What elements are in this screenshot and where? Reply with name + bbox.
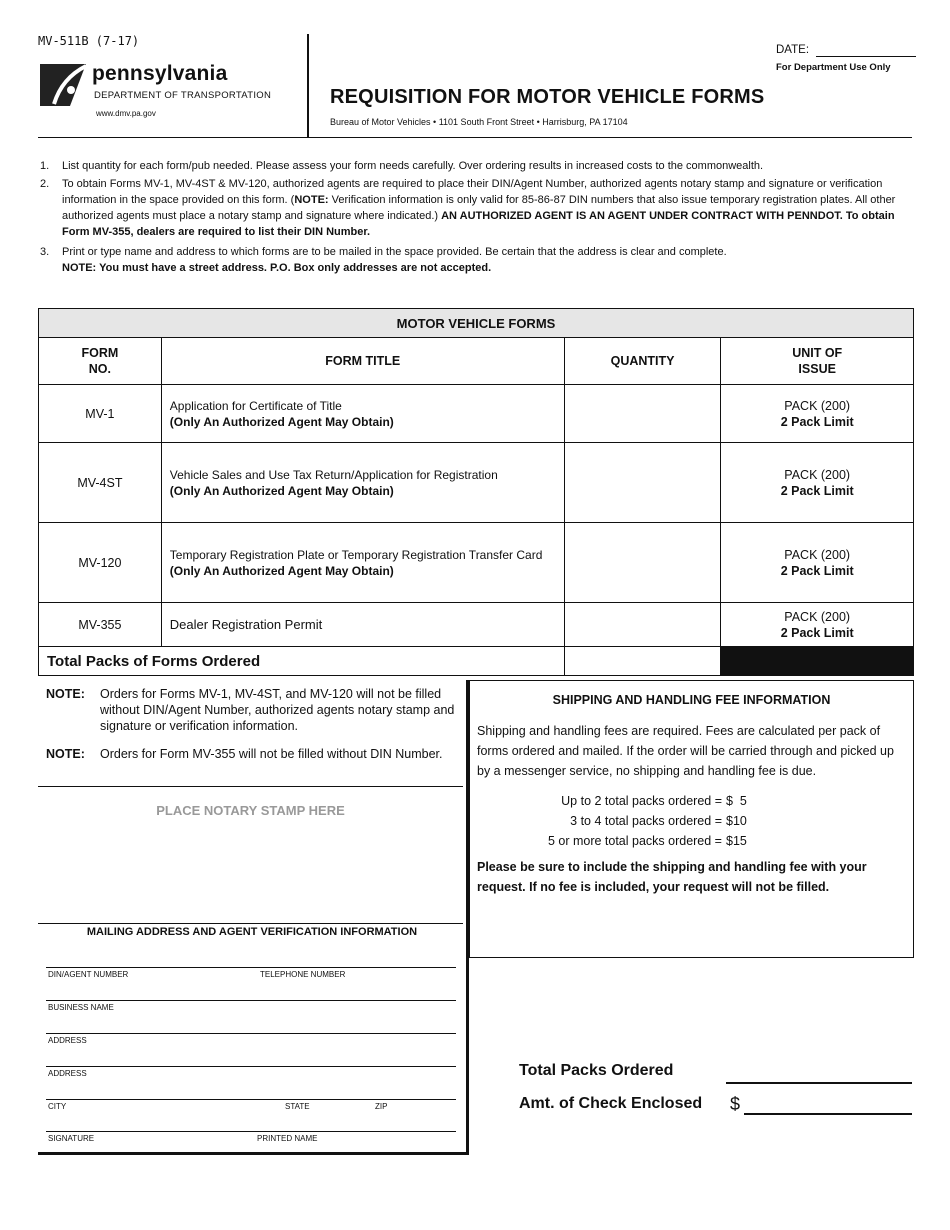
state-label: STATE bbox=[285, 1102, 310, 1111]
page-title: REQUISITION FOR MOTOR VEHICLE FORMS bbox=[330, 86, 765, 108]
form-no: MV-355 bbox=[39, 603, 162, 647]
signature-field-line[interactable] bbox=[46, 1131, 456, 1132]
form-title: Vehicle Sales and Use Tax Return/Application for Registration (Only An Authorized Agent May Obtain) bbox=[161, 443, 564, 523]
logo-url: www.dmv.pa.gov bbox=[96, 109, 156, 118]
shipping-warning: Please be sure to include the shipping and handling fee with your request. If no fee is included, your request will not be filled. bbox=[477, 860, 867, 894]
instruction-text: List quantity for each form/pub needed. Please assess your form needs carefully. Over ordering results in increased costs to the commonwealth. bbox=[62, 160, 764, 172]
note-text: Orders for Forms MV-1, MV-4ST, and MV-120 will not be filled without DIN/Agent Number, authorized agents notary stamp and signature or verification information. bbox=[100, 687, 455, 733]
instruction-2 bbox=[40, 176, 912, 240]
total-row bbox=[39, 647, 914, 676]
form-no: MV-4ST bbox=[39, 443, 162, 523]
table-row bbox=[39, 385, 914, 443]
address2-field-line[interactable] bbox=[46, 1066, 456, 1067]
instruction-number: 3. bbox=[40, 246, 50, 258]
note-label: NOTE: bbox=[46, 687, 85, 701]
form-title: Application for Certificate of Title (Only An Authorized Agent May Obtain) bbox=[161, 385, 564, 443]
fee-label: 5 or more total packs ordered = bbox=[547, 834, 722, 848]
city-field-line[interactable] bbox=[46, 1099, 456, 1100]
din-field-line[interactable] bbox=[46, 967, 456, 968]
note-text: Orders for Form MV-355 will not be filled without DIN Number. bbox=[100, 747, 443, 761]
table-row bbox=[39, 443, 914, 523]
form-title: Dealer Registration Permit bbox=[161, 603, 564, 647]
penndot-logo-icon bbox=[40, 60, 90, 108]
shipping-title: SHIPPING AND HANDLING FEE INFORMATION bbox=[552, 693, 831, 707]
table-row bbox=[39, 603, 914, 647]
din-label: DIN/AGENT NUMBER bbox=[48, 970, 129, 979]
unit-of-issue: PACK (200) 2 Pack Limit bbox=[721, 385, 914, 443]
zip-label: ZIP bbox=[375, 1102, 388, 1111]
quantity-input[interactable] bbox=[564, 385, 721, 443]
total-packs-input[interactable] bbox=[564, 647, 721, 676]
date-field[interactable] bbox=[816, 56, 916, 57]
col-form-title: FORM TITLE bbox=[161, 338, 564, 385]
instructions bbox=[40, 158, 912, 278]
total-packs-label: Total Packs of Forms Ordered bbox=[39, 647, 565, 676]
fee-row bbox=[470, 791, 913, 811]
blackout-cell bbox=[721, 647, 914, 676]
note-1 bbox=[46, 686, 458, 734]
instruction-note: NOTE: You must have a street address. P.O. Box only addresses are not accepted. bbox=[62, 262, 492, 274]
fee-schedule bbox=[470, 791, 913, 851]
business-field-line[interactable] bbox=[46, 1000, 456, 1001]
instruction-text: Verification information is only valid for 85-86-87 DIN numbers that also issue temporary registration plates. All other authorized agents must place a notary stamp and signature where indicated.) bbox=[62, 194, 896, 222]
fee-row bbox=[470, 811, 913, 831]
bureau-address: Bureau of Motor Vehicles • 1101 South Front Street • Harrisburg, PA 17104 bbox=[330, 117, 628, 127]
dollar-sign: $ bbox=[730, 1094, 741, 1114]
instruction-1 bbox=[40, 158, 912, 174]
header-rule bbox=[38, 137, 912, 138]
instruction-text: To obtain Forms MV-1, MV-4ST & MV-120, authorized agents are required to place their DIN/Agent Number, authorized agents notary stamp and signature or verification information in the space provided on this form. ( bbox=[62, 178, 883, 206]
table-title: MOTOR VEHICLE FORMS bbox=[39, 309, 914, 338]
fee-value: $15 bbox=[726, 834, 747, 848]
fee-value: $10 bbox=[726, 814, 747, 828]
quantity-input[interactable] bbox=[564, 603, 721, 647]
logo-state-name: pennsylvania bbox=[92, 62, 228, 85]
unit-of-issue: PACK (200) 2 Pack Limit bbox=[721, 603, 914, 647]
department-use-note: For Department Use Only bbox=[776, 62, 891, 73]
shipping-fee-box bbox=[469, 680, 914, 958]
business-label: BUSINESS NAME bbox=[48, 1003, 114, 1012]
instruction-number: 1. bbox=[40, 160, 50, 172]
date-label: DATE: bbox=[776, 44, 810, 56]
form-no: MV-120 bbox=[39, 523, 162, 603]
notary-stamp-area[interactable] bbox=[38, 786, 463, 924]
instruction-3 bbox=[40, 244, 912, 276]
table-header-row bbox=[39, 338, 914, 385]
fee-label: 3 to 4 total packs ordered = bbox=[570, 814, 722, 828]
col-quantity: QUANTITY bbox=[564, 338, 721, 385]
fee-label: Up to 2 total packs ordered = bbox=[561, 794, 722, 808]
unit-of-issue: PACK (200) 2 Pack Limit bbox=[721, 443, 914, 523]
city-label: CITY bbox=[48, 1102, 67, 1111]
form-no: MV-1 bbox=[39, 385, 162, 443]
instruction-number: 2. bbox=[40, 178, 50, 190]
check-amount-label: Amt. of Check Enclosed bbox=[519, 1095, 703, 1112]
mailing-title: MAILING ADDRESS AND AGENT VERIFICATION INFORMATION bbox=[86, 926, 418, 938]
unit-of-issue: PACK (200) 2 Pack Limit bbox=[721, 523, 914, 603]
signature-label: SIGNATURE bbox=[48, 1134, 95, 1143]
quantity-input[interactable] bbox=[564, 443, 721, 523]
fee-row bbox=[470, 831, 913, 851]
check-amount-field[interactable] bbox=[744, 1113, 912, 1115]
total-packs-ordered-label: Total Packs Ordered bbox=[519, 1062, 674, 1079]
fee-value: $ 5 bbox=[726, 794, 747, 808]
col-unit-of-issue: UNIT OF ISSUE bbox=[721, 338, 914, 385]
notary-stamp-label: PLACE NOTARY STAMP HERE bbox=[156, 803, 345, 818]
header-divider bbox=[307, 34, 309, 138]
table-row bbox=[39, 523, 914, 603]
forms-table bbox=[38, 308, 914, 676]
form-number: MV-511B (7-17) bbox=[38, 34, 140, 48]
quantity-input[interactable] bbox=[564, 523, 721, 603]
address1-label: ADDRESS bbox=[48, 1036, 87, 1045]
agent-panel bbox=[38, 680, 469, 1155]
instruction-bold-text: AN AUTHORIZED AGENT IS AN AGENT UNDER CONTRACT WITH PENNDOT. To obtain Form MV-355, dealers are required to list their DIN Number. bbox=[62, 210, 895, 238]
address1-field-line[interactable] bbox=[46, 1033, 456, 1034]
total-packs-ordered-field[interactable] bbox=[726, 1082, 912, 1084]
instruction-text: Print or type name and address to which forms are to be mailed in the space provided. Be certain that the address is clear and complete. bbox=[62, 246, 727, 258]
logo-department: DEPARTMENT OF TRANSPORTATION bbox=[94, 90, 272, 101]
col-form-no: FORM NO. bbox=[39, 338, 162, 385]
note-label: NOTE: bbox=[46, 747, 85, 761]
instruction-note-label: NOTE: bbox=[294, 194, 329, 206]
phone-label: TELEPHONE NUMBER bbox=[260, 970, 346, 979]
address2-label: ADDRESS bbox=[48, 1069, 87, 1078]
note-2 bbox=[46, 746, 458, 762]
shipping-text: Shipping and handling fees are required. Fees are calculated per pack of forms ordered and mailed. If the order will be carried through and picked up by a messenger service, no shipping and handling fee is due. bbox=[477, 724, 894, 778]
printed-name-label: PRINTED NAME bbox=[257, 1134, 318, 1143]
form-title: Temporary Registration Plate or Temporary Registration Transfer Card (Only An Authorized Agent May Obtain) bbox=[161, 523, 564, 603]
